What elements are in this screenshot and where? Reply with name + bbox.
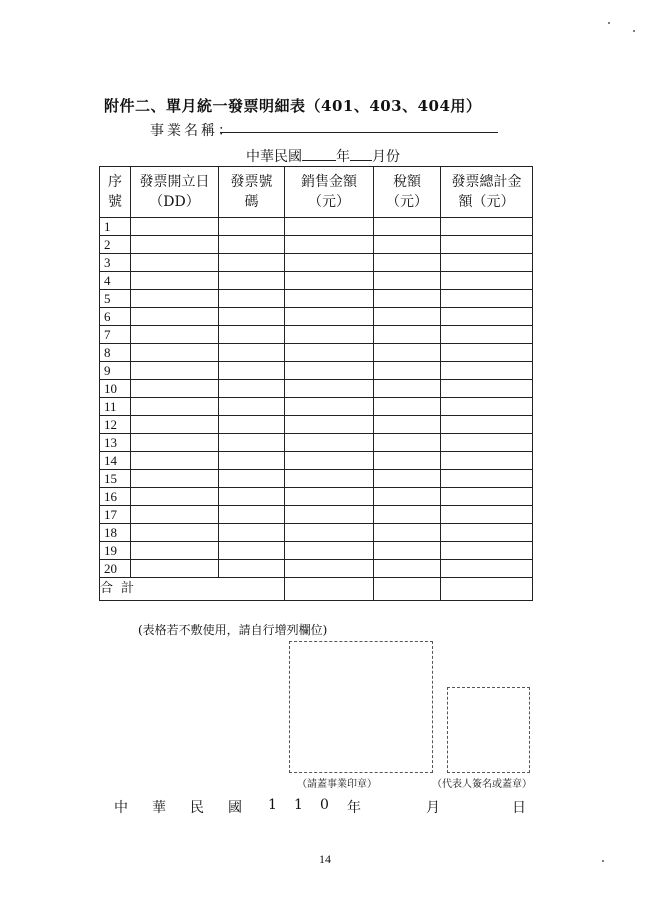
row-number: 10: [100, 380, 131, 398]
total-amount-cell[interactable]: [441, 308, 533, 326]
tax-amount-cell[interactable]: [374, 308, 441, 326]
date-char: 華: [152, 800, 166, 816]
month-unit: 月份: [372, 149, 400, 165]
table-row: [100, 452, 533, 470]
sales-amount-cell[interactable]: [285, 524, 374, 542]
table-row: [100, 470, 533, 488]
sales-amount-cell[interactable]: [285, 380, 374, 398]
table-row: [100, 434, 533, 452]
total-amount-cell[interactable]: [441, 434, 533, 452]
invoice-number-cell[interactable]: [219, 524, 285, 542]
sales-amount-cell[interactable]: [285, 362, 374, 380]
table-row: [100, 272, 533, 290]
tax-amount-cell[interactable]: [374, 560, 441, 578]
tax-amount-cell[interactable]: [374, 362, 441, 380]
date-year-digit: 1: [294, 797, 303, 813]
date-year-digit: 0: [320, 797, 329, 813]
total-amount-cell[interactable]: [441, 326, 533, 344]
total-amount-cell[interactable]: [441, 398, 533, 416]
invoice-number-cell[interactable]: [219, 272, 285, 290]
tax-amount-cell[interactable]: [374, 398, 441, 416]
tax-amount-cell[interactable]: [374, 542, 441, 560]
tax-amount-cell[interactable]: [374, 452, 441, 470]
sales-amount-cell[interactable]: [285, 236, 374, 254]
invoice-date-cell[interactable]: [131, 362, 219, 380]
invoice-number-cell[interactable]: [219, 326, 285, 344]
table-row: [100, 416, 533, 434]
total-amount-cell[interactable]: [441, 416, 533, 434]
row-number: 9: [100, 362, 131, 380]
table-row: [100, 380, 533, 398]
invoice-number-cell[interactable]: [219, 380, 285, 398]
invoice-number-cell[interactable]: [219, 560, 285, 578]
tax-amount-cell[interactable]: [374, 416, 441, 434]
table-row: [100, 524, 533, 542]
table-row: [100, 326, 533, 344]
table-row: [100, 560, 533, 578]
date-day-unit: 日: [512, 800, 526, 816]
sales-amount-cell[interactable]: [285, 470, 374, 488]
sales-amount-cell[interactable]: [285, 434, 374, 452]
invoice-date-cell[interactable]: [131, 560, 219, 578]
table-row: [100, 218, 533, 236]
sales-amount-cell[interactable]: [285, 308, 374, 326]
invoice-date-cell[interactable]: [131, 416, 219, 434]
invoice-detail-table: [99, 166, 533, 601]
total-amount-cell[interactable]: [441, 578, 533, 601]
total-amount-cell[interactable]: [441, 272, 533, 290]
row-number: 4: [100, 272, 131, 290]
tax-amount-cell[interactable]: [374, 272, 441, 290]
total-amount-cell[interactable]: [441, 236, 533, 254]
date-year-digit: 1: [268, 797, 277, 813]
invoice-number-cell[interactable]: [219, 542, 285, 560]
year-unit: 年: [336, 149, 350, 165]
representative-stamp-label: （代表人簽名或蓋章）: [432, 779, 532, 790]
sales-amount-cell[interactable]: [285, 218, 374, 236]
total-row: [100, 578, 533, 601]
invoice-date-cell[interactable]: [131, 218, 219, 236]
page-number: 14: [319, 852, 331, 866]
invoice-date-cell[interactable]: [131, 308, 219, 326]
invoice-number-cell[interactable]: [219, 488, 285, 506]
tax-amount-cell[interactable]: [374, 488, 441, 506]
invoice-number-cell[interactable]: [219, 362, 285, 380]
total-label: 合計: [100, 578, 285, 601]
header-sales-amount: 銷售金額 （元）: [285, 167, 374, 218]
total-amount-cell[interactable]: [441, 362, 533, 380]
header-seq: 序 號: [100, 167, 131, 218]
total-amount-cell[interactable]: [441, 254, 533, 272]
row-number: 7: [100, 326, 131, 344]
company-stamp-label: （請蓋事業印章）: [297, 779, 377, 790]
header-tax-amount: 稅額 （元）: [374, 167, 441, 218]
business-name-label: 事業名稱：: [150, 123, 235, 139]
sales-amount-cell[interactable]: [285, 560, 374, 578]
total-amount-cell[interactable]: [441, 488, 533, 506]
table-row: [100, 344, 533, 362]
table-row: [100, 290, 533, 308]
row-number: 20: [100, 560, 131, 578]
invoice-date-cell[interactable]: [131, 488, 219, 506]
tax-amount-cell[interactable]: [374, 290, 441, 308]
invoice-number-cell[interactable]: [219, 344, 285, 362]
sales-amount-cell[interactable]: [285, 506, 374, 524]
invoice-date-cell[interactable]: [131, 542, 219, 560]
signing-date: [114, 797, 524, 817]
invoice-number-cell[interactable]: [219, 434, 285, 452]
invoice-number-cell[interactable]: [219, 290, 285, 308]
invoice-number-cell[interactable]: [219, 506, 285, 524]
total-sales-cell[interactable]: [285, 578, 374, 601]
tax-amount-cell[interactable]: [374, 326, 441, 344]
table-row: [100, 362, 533, 380]
invoice-date-cell[interactable]: [131, 506, 219, 524]
sales-amount-cell[interactable]: [285, 452, 374, 470]
tax-amount-cell[interactable]: [374, 236, 441, 254]
table-row: [100, 542, 533, 560]
scan-speck: [633, 30, 635, 32]
row-number: 2: [100, 236, 131, 254]
tax-amount-cell[interactable]: [374, 434, 441, 452]
total-amount-cell[interactable]: [441, 452, 533, 470]
total-amount-cell[interactable]: [441, 524, 533, 542]
table-row: [100, 236, 533, 254]
invoice-date-cell[interactable]: [131, 470, 219, 488]
invoice-number-cell[interactable]: [219, 218, 285, 236]
row-number: 1: [100, 218, 131, 236]
date-char: 中: [114, 800, 128, 816]
row-number: 13: [100, 434, 131, 452]
total-amount-cell[interactable]: [441, 290, 533, 308]
row-number: 19: [100, 542, 131, 560]
row-number: 3: [100, 254, 131, 272]
table-note: (表格若不敷使用，請自行增列欄位): [138, 623, 328, 637]
invoice-date-cell[interactable]: [131, 326, 219, 344]
row-number: 8: [100, 344, 131, 362]
invoice-date-cell[interactable]: [131, 524, 219, 542]
sales-amount-cell[interactable]: [285, 542, 374, 560]
business-name-field-line[interactable]: [220, 132, 498, 133]
invoice-date-cell[interactable]: [131, 398, 219, 416]
invoice-number-cell[interactable]: [219, 308, 285, 326]
row-number: 16: [100, 488, 131, 506]
table-header-row: [100, 167, 533, 218]
row-number: 5: [100, 290, 131, 308]
invoice-number-cell[interactable]: [219, 452, 285, 470]
row-number: 12: [100, 416, 131, 434]
sales-amount-cell[interactable]: [285, 398, 374, 416]
total-amount-cell[interactable]: [441, 344, 533, 362]
invoice-date-cell[interactable]: [131, 452, 219, 470]
sales-amount-cell[interactable]: [285, 416, 374, 434]
row-number: 11: [100, 398, 131, 416]
table-row: [100, 506, 533, 524]
row-number: 6: [100, 308, 131, 326]
sales-amount-cell[interactable]: [285, 488, 374, 506]
row-number: 15: [100, 470, 131, 488]
row-number: 17: [100, 506, 131, 524]
invoice-date-cell[interactable]: [131, 272, 219, 290]
tax-amount-cell[interactable]: [374, 470, 441, 488]
invoice-date-cell[interactable]: [131, 380, 219, 398]
total-amount-cell[interactable]: [441, 542, 533, 560]
tax-amount-cell[interactable]: [374, 344, 441, 362]
total-amount-cell[interactable]: [441, 380, 533, 398]
invoice-date-cell[interactable]: [131, 236, 219, 254]
date-char: 民: [190, 800, 204, 816]
representative-stamp-box[interactable]: [447, 687, 530, 773]
table-row: [100, 398, 533, 416]
tax-amount-cell[interactable]: [374, 506, 441, 524]
invoice-number-cell[interactable]: [219, 470, 285, 488]
tax-amount-cell[interactable]: [374, 218, 441, 236]
year-blank[interactable]: [302, 148, 336, 161]
table-row: [100, 254, 533, 272]
month-blank[interactable]: [350, 148, 372, 161]
sales-amount-cell[interactable]: [285, 290, 374, 308]
date-char: 國: [228, 800, 242, 816]
scan-speck: [608, 22, 610, 24]
header-invoice-date: 發票開立日 （DD）: [131, 167, 219, 218]
tax-amount-cell[interactable]: [374, 254, 441, 272]
tax-amount-cell[interactable]: [374, 524, 441, 542]
period-line: [246, 146, 400, 166]
date-month-unit: 月: [426, 800, 440, 816]
total-amount-cell[interactable]: [441, 560, 533, 578]
row-number: 18: [100, 524, 131, 542]
table-row: [100, 308, 533, 326]
invoice-date-cell[interactable]: [131, 434, 219, 452]
sales-amount-cell[interactable]: [285, 344, 374, 362]
invoice-date-cell[interactable]: [131, 344, 219, 362]
row-number: 14: [100, 452, 131, 470]
sales-amount-cell[interactable]: [285, 326, 374, 344]
scan-speck: [602, 860, 604, 862]
header-invoice-number: 發票號 碼: [219, 167, 285, 218]
invoice-date-cell[interactable]: [131, 254, 219, 272]
invoice-date-cell[interactable]: [131, 290, 219, 308]
sales-amount-cell[interactable]: [285, 272, 374, 290]
date-year-unit: 年: [347, 800, 361, 816]
form-title: 附件二、單月統一發票明細表（401、403、404用）: [104, 97, 482, 115]
invoice-number-cell[interactable]: [219, 254, 285, 272]
invoice-number-cell[interactable]: [219, 416, 285, 434]
invoice-number-cell[interactable]: [219, 236, 285, 254]
company-stamp-box[interactable]: [289, 641, 433, 773]
sales-amount-cell[interactable]: [285, 254, 374, 272]
header-total-amount: 發票總計金 額（元）: [441, 167, 533, 218]
total-tax-cell[interactable]: [374, 578, 441, 601]
invoice-number-cell[interactable]: [219, 398, 285, 416]
period-prefix: 中華民國: [246, 149, 302, 165]
tax-amount-cell[interactable]: [374, 380, 441, 398]
table-row: [100, 488, 533, 506]
total-amount-cell[interactable]: [441, 506, 533, 524]
total-amount-cell[interactable]: [441, 218, 533, 236]
total-amount-cell[interactable]: [441, 470, 533, 488]
